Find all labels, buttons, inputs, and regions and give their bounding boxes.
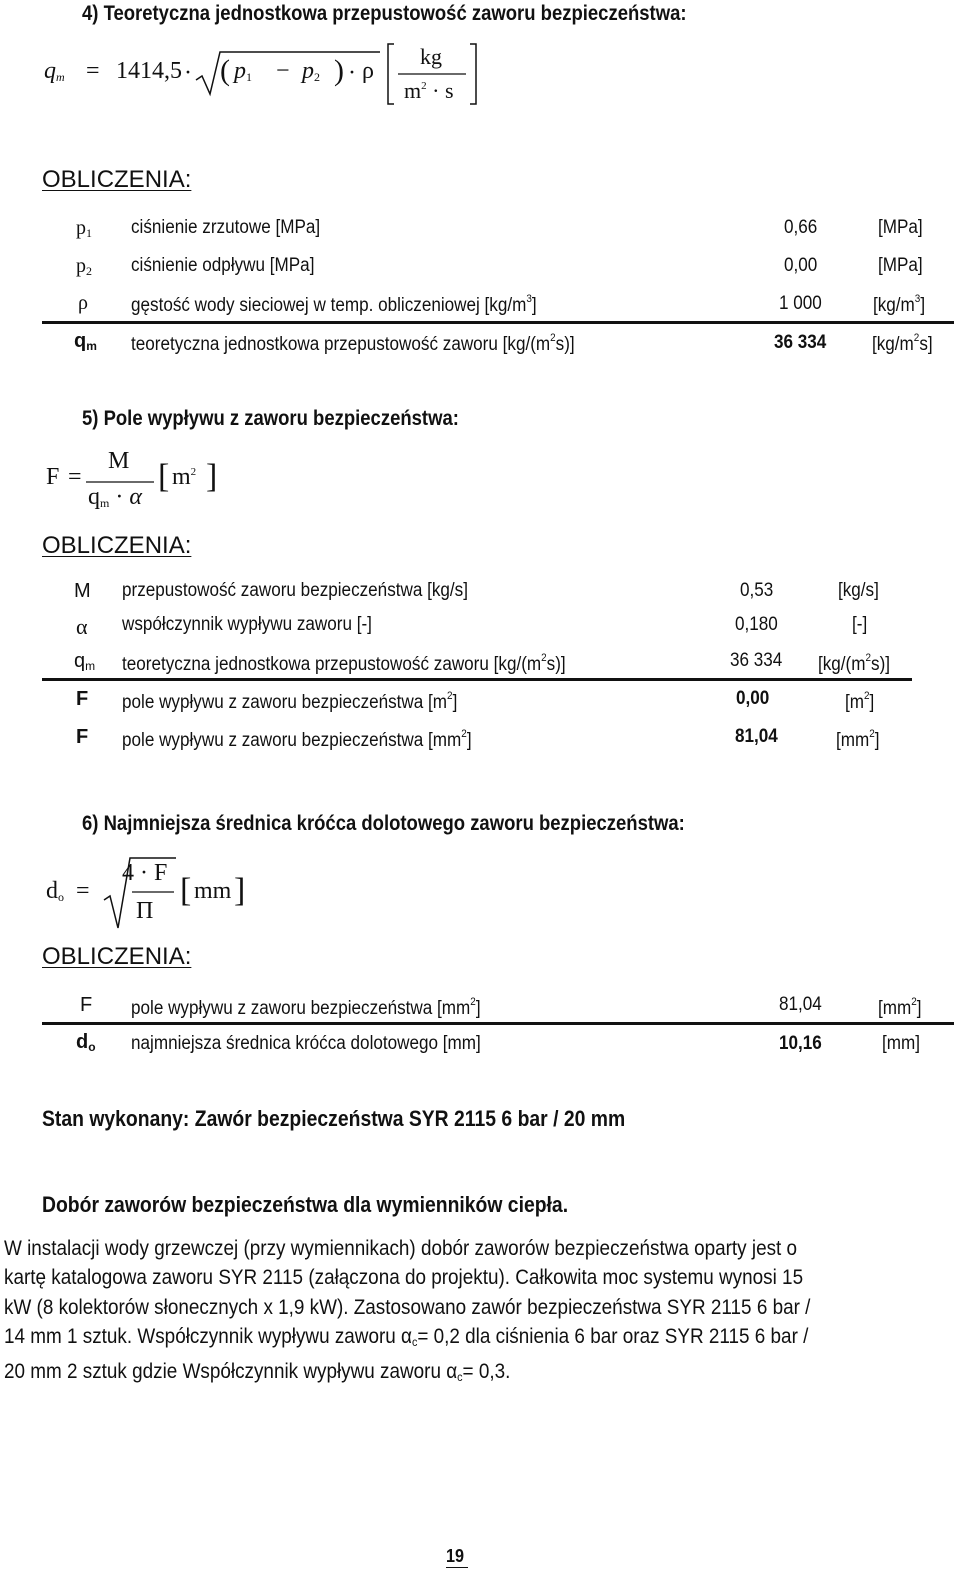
desc-qm-5: teoretyczna jednostkowa przepustowość zaworu $[kg/(m^2s)]$ <box>122 652 566 675</box>
unit-alpha: [-] <box>852 614 868 635</box>
value-F-m2: 0,00 <box>736 688 770 709</box>
sym-qm: $q_m$ <box>74 330 97 353</box>
unit-do: [mm] <box>882 1033 920 1054</box>
table-rule-5 <box>42 678 912 681</box>
formula-F: F = M $q_m \cdot \alpha$ [ $m^2$ ] <box>46 448 218 510</box>
sym-rho: ρ <box>78 292 88 314</box>
desc-p2: ciśnienie odpływu [MPa] <box>131 255 315 276</box>
desc-F-m2: pole wypływu z zaworu bezpieczeństwa $[m^2]$ <box>122 690 458 713</box>
unit-F-mm2: $[mm^2]$ <box>836 728 880 751</box>
selection-paragraph: W instalacji wody grzewczej (przy wymiennikach) dobór zaworów bezpieczeństwa oparty jest o kartę katalogowa zaworu SYR 2115 (załączona do projektu). Całkowita moc systemu wynosi 15 kW (8 kolektorów słonecznych x 1,9 kW). Zastosowano zawór bezpieczeństwa SYR 2115 6 bar / 14 mm 1 sztuk. Współczynnik wypływu zaworu $\alpha_c= 0,2$ dla ciśnienia 6 bar oraz SYR 2115 6 bar / 20 mm 2 sztuk gdzie Współczynnik wypływu zaworu $\alpha_c= 0,3$. <box>4 1237 811 1385</box>
value-qm: 36 334 <box>774 332 827 353</box>
sym-alpha: α <box>76 614 88 639</box>
sym-do: $d_o$ <box>76 1031 96 1054</box>
page-number: 19 <box>446 1546 465 1566</box>
sym-F-6: F <box>80 994 93 1016</box>
value-F-mm2: 81,04 <box>735 726 778 747</box>
sym-F-m2: F <box>76 688 89 710</box>
value-alpha: 0,180 <box>735 614 778 635</box>
sym-p1: $p_1$ <box>76 217 92 240</box>
value-p1: 0,66 <box>784 217 818 238</box>
section-6-title: 6) Najmniejsza średnica króćca dolotowego zaworu bezpieczeństwa: <box>82 812 685 835</box>
value-F-6: 81,04 <box>779 994 822 1015</box>
value-qm-5: 36 334 <box>730 650 783 671</box>
formula-qm: $q_m$ = 1414,5 · ( $p_1$ − $p_2$ ) · ρ kg $m^2 \cdot s$ <box>44 40 464 110</box>
value-do: 10,16 <box>779 1033 822 1054</box>
section-5-title: 5) Pole wypływu z zaworu bezpieczeństwa: <box>82 407 459 430</box>
desc-p1: ciśnienie zrzutowe [MPa] <box>131 217 321 238</box>
desc-alpha: współczynnik wypływu zaworu [-] <box>122 614 372 635</box>
unit-M: [kg/s] <box>838 580 879 601</box>
table-rule-4 <box>42 321 954 324</box>
unit-rho: $[kg/m^3]$ <box>873 293 926 316</box>
unit-F-6: $[mm^2]$ <box>878 996 922 1019</box>
unit-qm-5: $[kg/(m^2s)]$ <box>818 652 891 675</box>
page-number-underline <box>446 1567 468 1568</box>
desc-F-mm2: pole wypływu z zaworu bezpieczeństwa $[mm^2]$ <box>122 728 472 751</box>
unit-p2: [MPa] <box>878 255 923 276</box>
desc-rho: gęstość wody sieciowej w temp. obliczeniowej $[kg/m^3]$ <box>131 293 537 316</box>
calc-label-6: OBLICZENIA: <box>42 943 192 970</box>
desc-do: najmniejsza średnica króćca dolotowego [mm] <box>131 1033 481 1054</box>
desc-M: przepustowość zaworu bezpieczeństwa [kg/s] <box>122 580 468 601</box>
desc-qm: teoretyczna jednostkowa przepustowość zaworu $[kg/(m^2s)]$ <box>131 332 575 355</box>
sym-F-mm2: F <box>76 726 89 748</box>
value-rho: 1 000 <box>779 293 822 314</box>
table-rule-6 <box>42 1022 954 1025</box>
unit-F-m2: $[m^2]$ <box>845 690 875 713</box>
calc-label-5: OBLICZENIA: <box>42 532 192 559</box>
unit-p1: [MPa] <box>878 217 923 238</box>
calc-label-4: OBLICZENIA: <box>42 166 192 193</box>
desc-F-6: pole wypływu z zaworu bezpieczeństwa $[mm^2]$ <box>131 996 481 1019</box>
formula-do: $d_o$ = 4 · F Π [ mm ] <box>46 854 266 934</box>
selection-title: Dobór zaworów bezpieczeństwa dla wymienników ciepła. <box>42 1192 569 1217</box>
value-M: 0,53 <box>740 580 774 601</box>
section-4-title: 4) Teoretyczna jednostkowa przepustowość zaworu bezpieczeństwa: <box>82 2 687 25</box>
value-p2: 0,00 <box>784 255 818 276</box>
sym-M: M <box>74 580 91 602</box>
unit-qm: $[kg/m^2s]$ <box>872 332 933 355</box>
state-summary: Stan wykonany: Zawór bezpieczeństwa SYR 2115 6 bar / 20 mm <box>42 1106 626 1131</box>
sym-qm-5: $q_m$ <box>74 650 96 673</box>
sym-p2: $p_2$ <box>76 255 92 278</box>
